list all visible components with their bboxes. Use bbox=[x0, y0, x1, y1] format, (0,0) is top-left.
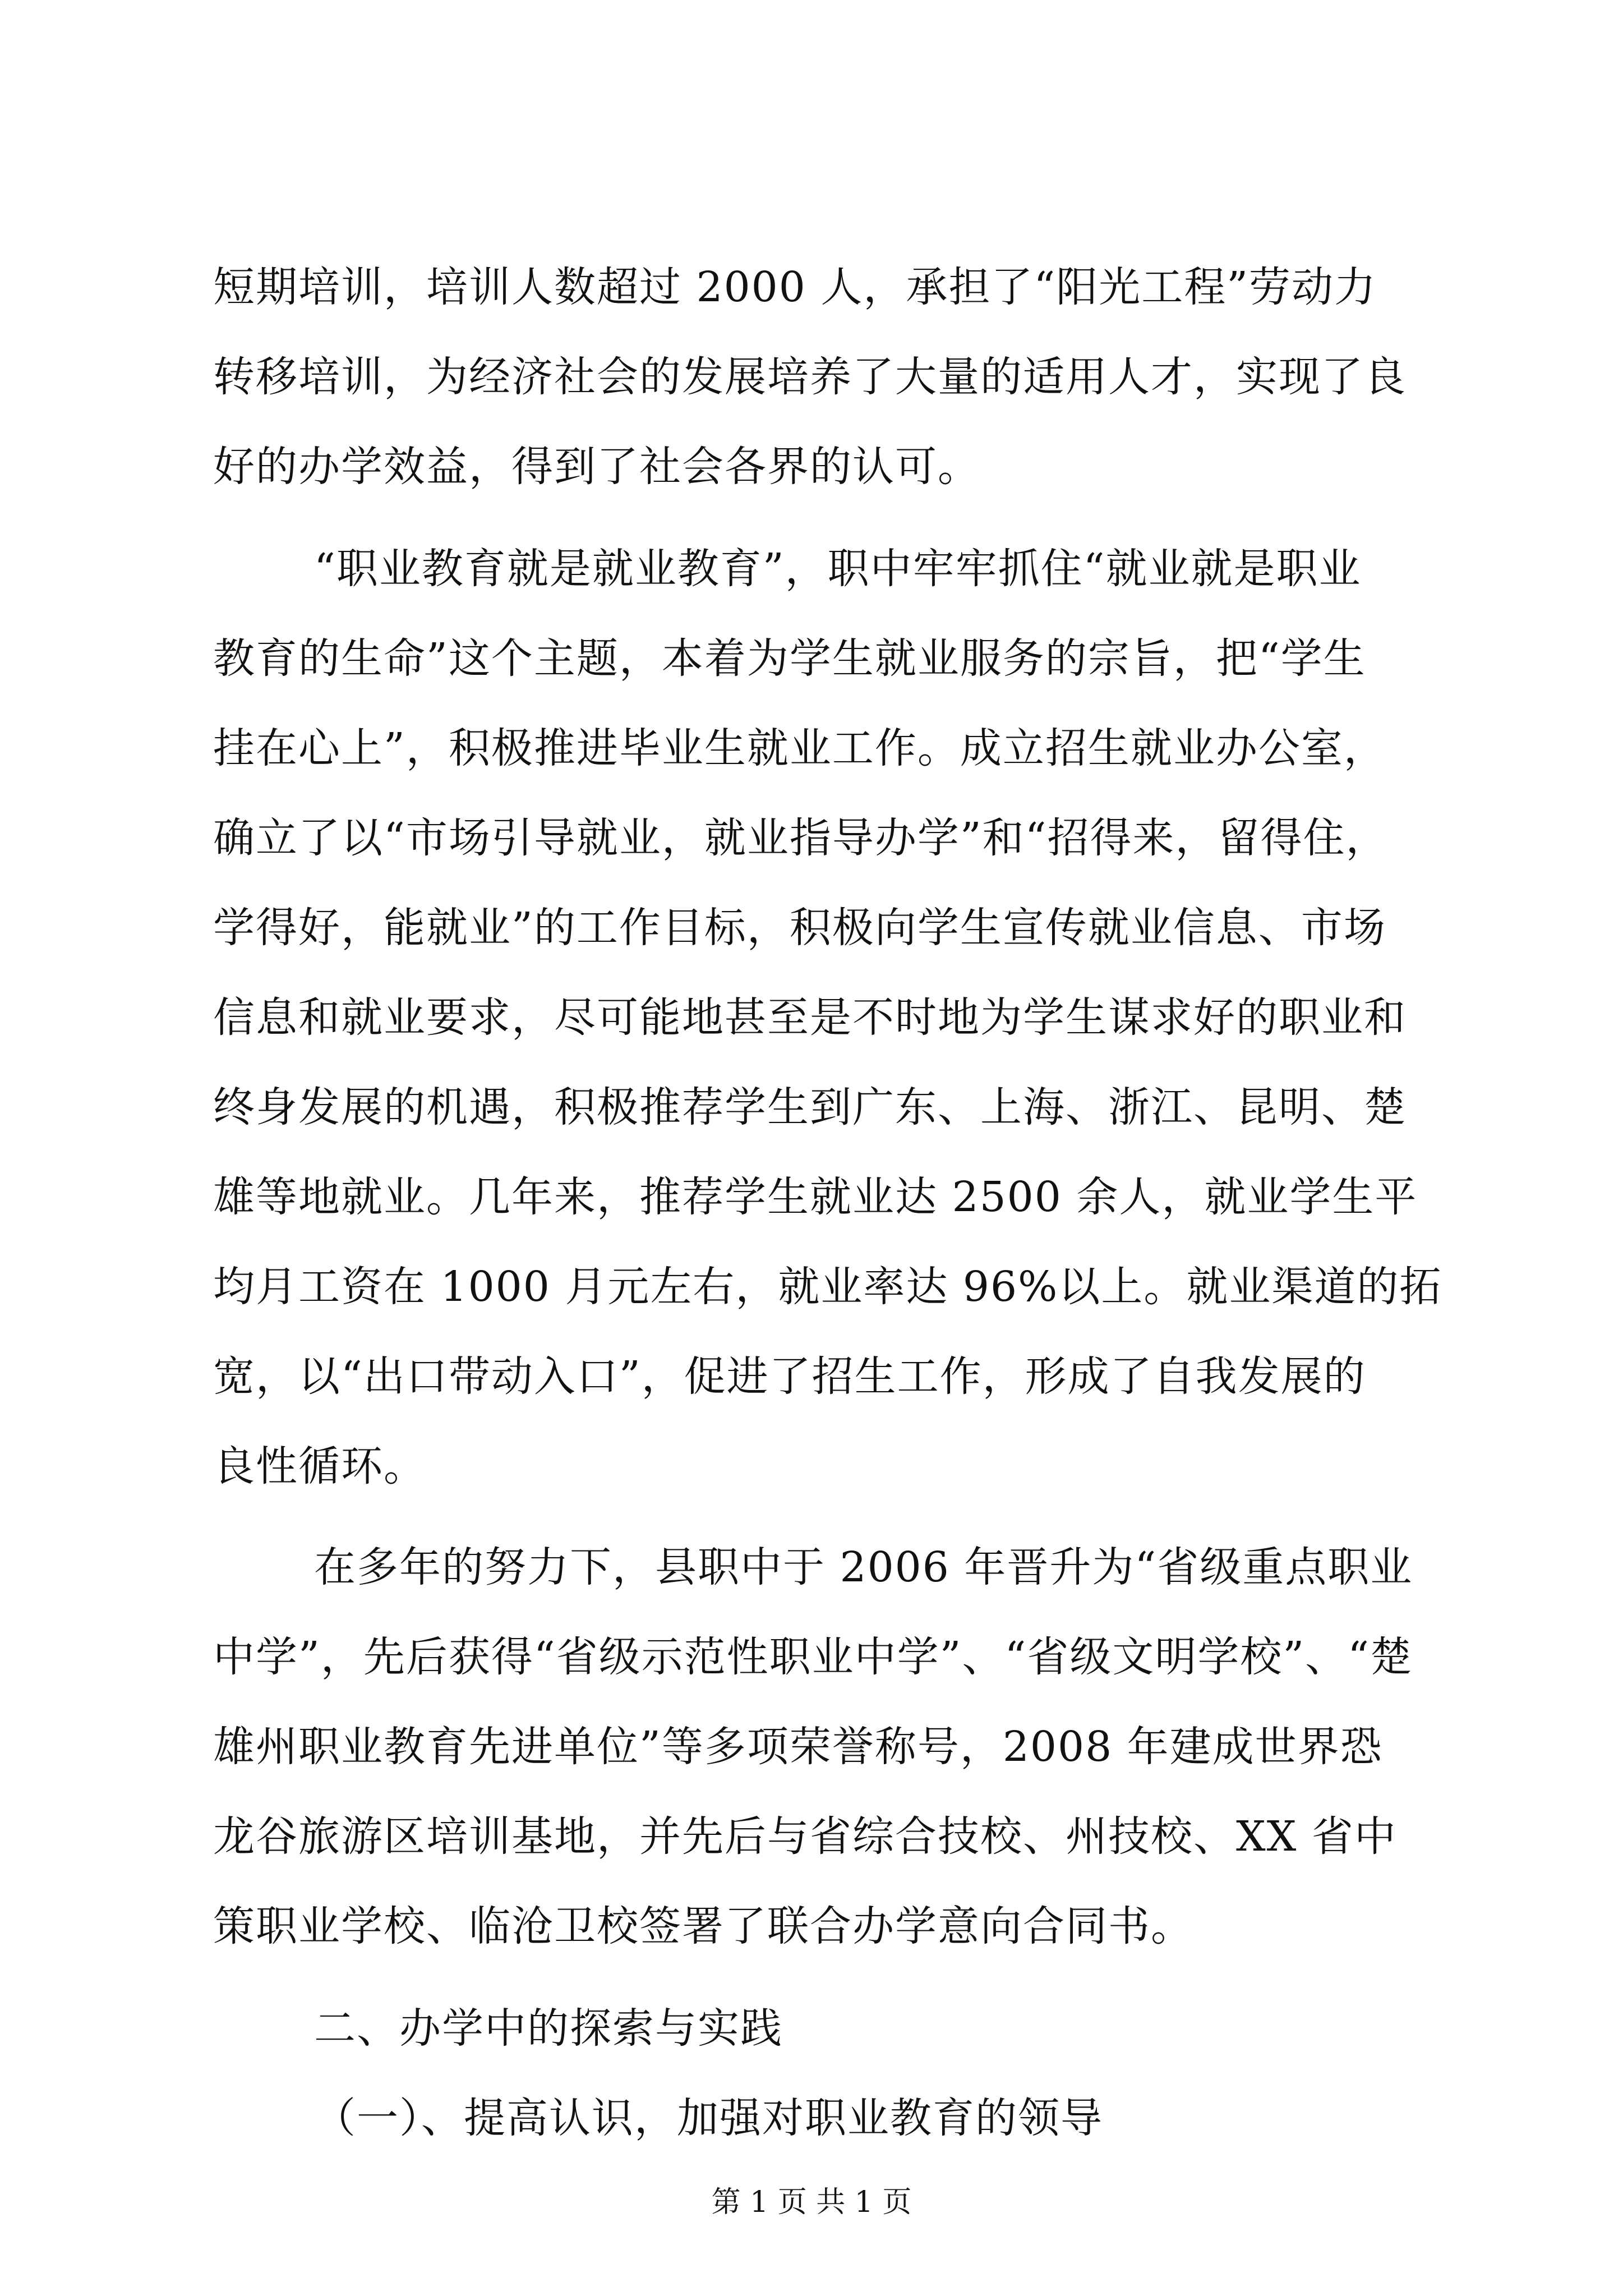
body-line: 雄等地就业。几年来，推荐学生就业达 2500 余人，就业学生平 bbox=[213, 1173, 1418, 1221]
body-line: 策职业学校、临沧卫校签署了联合办学意向合同书。 bbox=[213, 1902, 1193, 1950]
body-line: 良性循环。 bbox=[213, 1442, 426, 1490]
body-line: 宽，以“出口带动入口”，促进了招生工作，形成了自我发展的 bbox=[213, 1352, 1366, 1401]
subsection-heading: （一）、提高认识，加强对职业教育的领导 bbox=[314, 2094, 1103, 2142]
body-line: 确立了以“市场引导就业，就业指导办学”和“招得来，留得住， bbox=[213, 814, 1389, 862]
body-line: 信息和就业要求，尽可能地甚至是不时地为学生谋求好的职业和 bbox=[213, 993, 1407, 1042]
body-line: 雄州职业教育先进单位”等多项荣誉称号，2008 年建成世界恐 bbox=[213, 1723, 1383, 1771]
body-line: 短期培训，培训人数超过 2000 人，承担了“阳光工程”劳动力 bbox=[213, 263, 1377, 311]
body-line: 教育的生命”这个主题，本着为学生就业服务的宗旨，把“学生 bbox=[213, 634, 1366, 683]
body-line: 中学”，先后获得“省级示范性职业中学”、“省级文明学校”、“楚 bbox=[213, 1633, 1413, 1681]
page-footer: 第 1 页 共 1 页 bbox=[711, 2185, 912, 2219]
body-line: 学得好，能就业”的工作目标，积极向学生宣传就业信息、市场 bbox=[213, 904, 1386, 952]
paragraph-first-line: 在多年的努力下，县职中于 2006 年晋升为“省级重点职业 bbox=[314, 1543, 1413, 1591]
body-line: 龙谷旅游区培训基地，并先后与省综合技校、州技校、XX 省中 bbox=[213, 1812, 1397, 1861]
section-heading: 二、办学中的探索与实践 bbox=[314, 2004, 783, 2053]
body-line: 好的办学效益，得到了社会各界的认可。 bbox=[213, 443, 980, 491]
body-line: 挂在心上”，积极推进毕业生就业工作。成立招生就业办公室， bbox=[213, 724, 1386, 772]
body-line: 终身发展的机遇，积极推荐学生到广东、上海、浙江、昆明、楚 bbox=[213, 1083, 1407, 1131]
body-line: 均月工资在 1000 月元左右，就业率达 96%以上。就业渠道的拓 bbox=[213, 1263, 1442, 1311]
paragraph-first-line: “职业教育就是就业教育”，职中牢牢抓住“就业就是职业 bbox=[314, 545, 1362, 593]
body-line: 转移培训，为经济社会的发展培养了大量的适用人才，实现了良 bbox=[213, 353, 1407, 401]
